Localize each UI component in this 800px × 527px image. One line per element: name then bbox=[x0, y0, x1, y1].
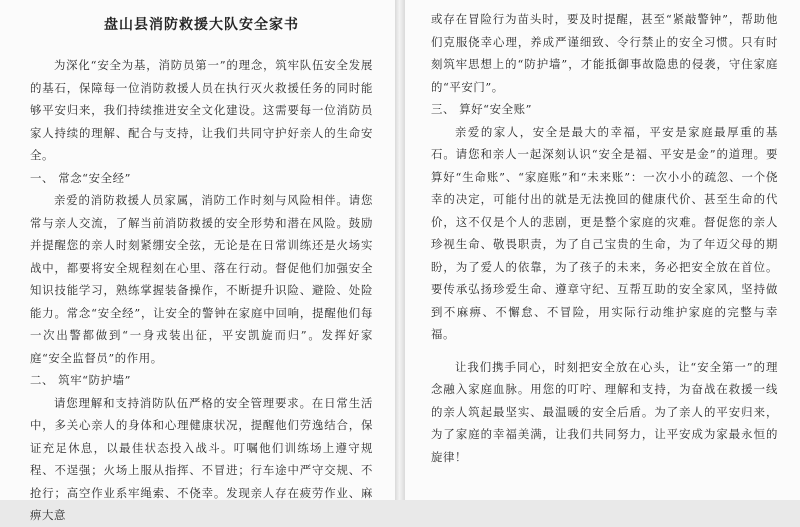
section-heading-2: 二、 筑牢“防护墙” bbox=[30, 373, 132, 387]
section-2-paragraph-continued: 或存在冒险行为苗头时，要及时提醒，甚至“紧敲警钟”，帮助他们克服侥幸心理，养成严谨细致、令行禁止的安全习惯。只有时刻筑牢思想上的“防护墙”，才能抵御事故隐患的侵袭，守住家庭的“平安门”。 bbox=[431, 12, 778, 94]
closing-paragraph: 让我们携手同心，时刻把安全放在心头，让“安全第一”的理念融入家庭血脉。用您的叮咛、理解和支持，为奋战在救援一线的亲人筑起最坚实、最温暖的安全后盾。为了亲人的平安归来，为了家庭的幸福美满，让我们共同努力，让平安成为家最永恒的旋律！ bbox=[431, 359, 778, 464]
section-1-paragraph: 亲爱的消防救援人员家属，消防工作时刻与风险相伴。请您常与亲人交流，了解当前消防救援的安全形势和潜在风险。鼓励并提醒您的亲人时刻紧绷安全弦，无论是在日常训练还是火场实战中，都要将安全规程刻在心里、落在行动。督促他们加强安全知识技能学习，熟练掌握装备操作，不断提升识险、避险、处险能力。常念“安全经”，让安全的警钟在家庭中回响，提醒他们每一次出警都做到“一身戎装出征，平安凯旋而归”。发挥好家庭“安全监督员”的作用。 bbox=[30, 193, 373, 365]
section-heading-3: 三、 算好“安全账” bbox=[431, 102, 533, 116]
right-page bbox=[405, 0, 800, 500]
section-2-paragraph: 请您理解和支持消防队伍严格的安全管理要求。在日常生活中，多关心亲人的身体和心理健康状况，提醒他们劳逸结合，保证充足休息，以最佳状态投入战斗。叮嘱他们训练场上遵守规程、不逞强；火场上服从指挥、不冒进；行车途中严守交规、不抢行；高空作业系牢绳索、不侥幸。发现亲人存在疲劳作业、麻痹大意 bbox=[30, 395, 373, 522]
section-heading-1: 一、 常念“安全经” bbox=[30, 170, 132, 185]
section-3-paragraph: 亲爱的家人，安全是最大的幸福，平安是家庭最厚重的基石。请您和亲人一起深刻认识“安全是福、平安是金”的道理。要算好“生命账”、“家庭账”和“未来账”：一次小小的疏忽、一个侥幸的决定，可能付出的就是无法挽回的健康代价、甚至生命的代价，这不仅是个人的悲剧，更是整个家庭的灾难。督促您的亲人珍视生命、敬畏职责，为了自己宝贵的生命，为了年迈父母的期盼，为了爱人的依靠，为了孩子的未来，务必把安全放在首位。要传承弘扬珍爱生命、遵章守纪、互帮互助的安全家风，坚持做到不麻痹、不懈怠、不冒险，用实际行动维护家庭的完整与幸福。 bbox=[431, 124, 778, 341]
page-gutter bbox=[395, 0, 405, 500]
intro-paragraph: 为深化“安全为基，消防员第一”的理念，筑牢队伍安全发展的基石，保障每一位消防救援人员在执行灭火救援任务的同时能够平安归来，我们持续推进安全文化建设。这需要每一位消防员家人持续的理解、配合与支持，让我们共同守护好亲人的生命安全。 bbox=[30, 58, 373, 162]
left-page bbox=[0, 0, 395, 522]
page-title: 盘山县消防救援大队安全家书 bbox=[104, 17, 299, 33]
